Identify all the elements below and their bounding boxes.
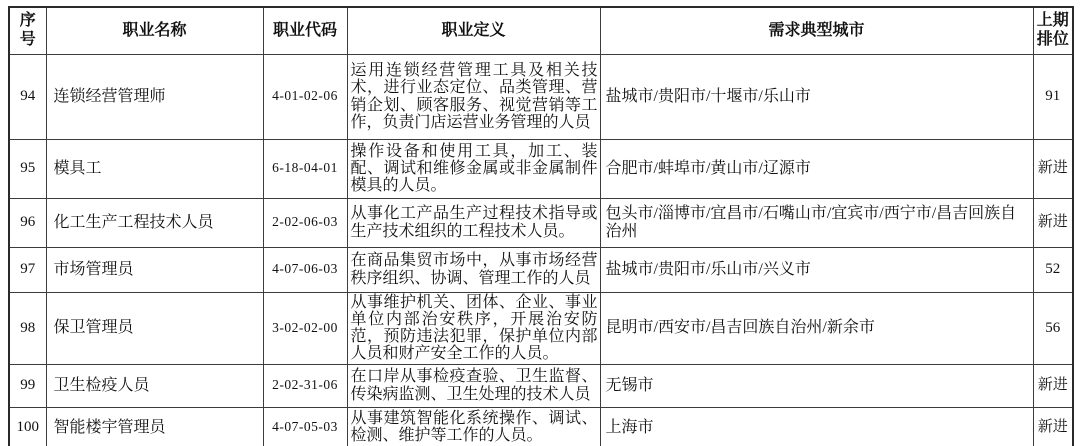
cell-occupation-code: 6-18-04-01 — [263, 139, 347, 198]
cell-prev-rank: 新进 — [1033, 198, 1073, 247]
cell-prev-rank: 新进 — [1033, 364, 1073, 407]
cell-cities: 上海市 — [600, 407, 1033, 446]
col-header-occupation-code: 职业代码 — [263, 7, 347, 54]
col-header-cities: 需求典型城市 — [600, 7, 1033, 54]
cell-definition: 从事建筑智能化系统操作、调试、检测、维护等工作的人员。 — [347, 407, 600, 446]
cell-occupation-code: 4-07-06-03 — [263, 247, 347, 292]
cell-occupation-code: 4-01-02-06 — [263, 54, 347, 139]
table-row — [9, 139, 1073, 198]
cell-prev-rank: 新进 — [1033, 139, 1073, 198]
cell-occupation-name: 智能楼宇管理员 — [46, 407, 263, 446]
cell-occupation-code: 4-07-05-03 — [263, 407, 347, 446]
cell-index: 100 — [9, 407, 46, 446]
cell-index: 96 — [9, 198, 46, 247]
cell-index: 97 — [9, 247, 46, 292]
col-header-index: 序号 — [9, 7, 46, 54]
cell-cities: 盐城市/贵阳市/乐山市/兴义市 — [600, 247, 1033, 292]
col-header-prev-rank: 上期排位 — [1033, 7, 1073, 54]
cell-definition: 运用连锁经营管理工具及相关技术，进行业态定位、品类管理、营销企划、顾客服务、视觉营销等工作，负责门店运营业务管理的人员 — [347, 54, 600, 139]
cell-prev-rank: 新进 — [1033, 407, 1073, 446]
cell-definition: 从事维护机关、团体、企业、事业单位内部治安秩序，开展治安防范，预防违法犯罪，保护单位内部人员和财产安全工作的人员。 — [347, 292, 600, 364]
cell-index: 95 — [9, 139, 46, 198]
cell-definition: 操作设备和使用工具，加工、装配、调试和维修金属或非金属制件模具的人员。 — [347, 139, 600, 198]
cell-cities: 包头市/淄博市/宜昌市/石嘴山市/宜宾市/西宁市/昌吉回族自治州 — [600, 198, 1033, 247]
table-row — [9, 364, 1073, 407]
cell-cities: 无锡市 — [600, 364, 1033, 407]
cell-occupation-code: 2-02-06-03 — [263, 198, 347, 247]
cell-occupation-name: 卫生检疫人员 — [46, 364, 263, 407]
cell-occupation-code: 2-02-31-06 — [263, 364, 347, 407]
cell-occupation-name: 保卫管理员 — [46, 292, 263, 364]
cell-occupation-code: 3-02-02-00 — [263, 292, 347, 364]
table-row — [9, 54, 1073, 139]
table-row — [9, 292, 1073, 364]
cell-occupation-name: 化工生产工程技术人员 — [46, 198, 263, 247]
table-row — [9, 407, 1073, 446]
cell-index: 94 — [9, 54, 46, 139]
cell-occupation-name: 模具工 — [46, 139, 263, 198]
cell-prev-rank: 91 — [1033, 54, 1073, 139]
cell-occupation-name: 连锁经营管理师 — [46, 54, 263, 139]
table-row — [9, 198, 1073, 247]
cell-cities: 昆明市/西安市/昌吉回族自治州/新余市 — [600, 292, 1033, 364]
cell-cities: 盐城市/贵阳市/十堰市/乐山市 — [600, 54, 1033, 139]
col-header-definition: 职业定义 — [347, 7, 600, 54]
cell-definition: 从事化工产品生产过程技术指导或生产技术组织的工程技术人员。 — [347, 198, 600, 247]
cell-index: 98 — [9, 292, 46, 364]
cell-index: 99 — [9, 364, 46, 407]
table-header-row — [9, 7, 1073, 54]
cell-cities: 合肥市/蚌埠市/黄山市/辽源市 — [600, 139, 1033, 198]
cell-prev-rank: 52 — [1033, 247, 1073, 292]
cell-occupation-name: 市场管理员 — [46, 247, 263, 292]
cell-definition: 在口岸从事检疫查验、卫生监督、传染病监测、卫生处理的技术人员 — [347, 364, 600, 407]
table-row — [9, 247, 1073, 292]
cell-definition: 在商品集贸市场中，从事市场经营秩序组织、协调、管理工作的人员 — [347, 247, 600, 292]
occupation-rank-table — [8, 6, 1074, 446]
col-header-occupation-name: 职业名称 — [46, 7, 263, 54]
cell-prev-rank: 56 — [1033, 292, 1073, 364]
